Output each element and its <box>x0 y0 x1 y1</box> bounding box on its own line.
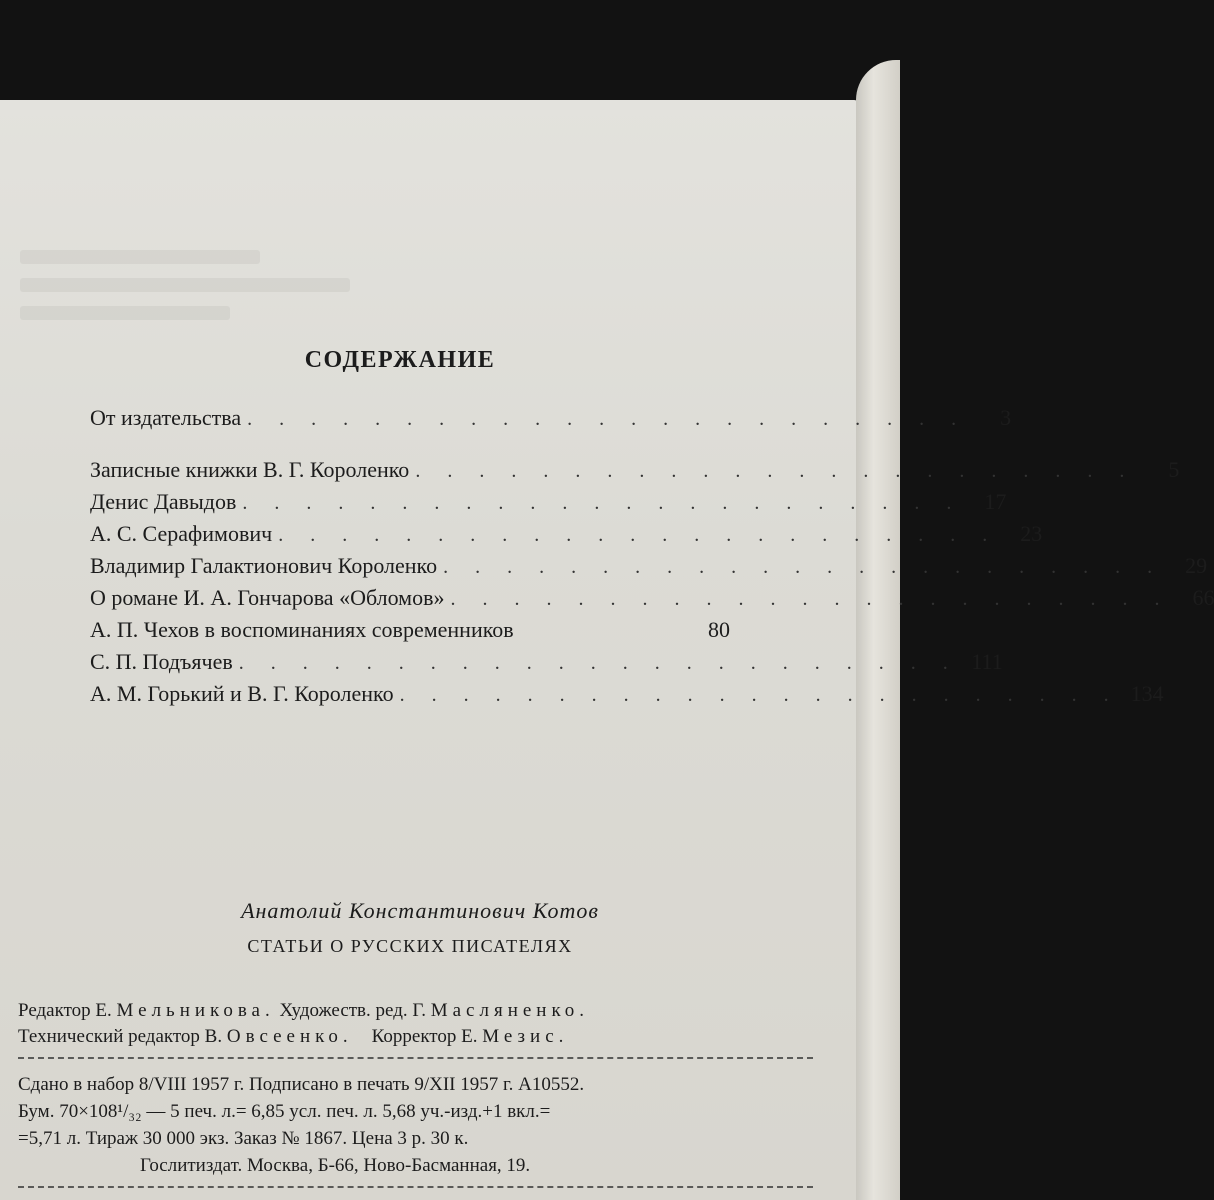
book-title: СТАТЬИ О РУССКИХ ПИСАТЕЛЯХ <box>247 936 573 956</box>
proofreader-name: Мезис. <box>482 1026 569 1047</box>
divider-rule <box>18 1057 813 1059</box>
editor-name: Мельникова. <box>116 1000 275 1021</box>
imprint-line: =5,71 л. Тираж 30 000 экз. Заказ № 1867. Цена 3 р. 30 к. <box>18 1128 469 1149</box>
toc-entry <box>90 681 1164 713</box>
toc-leader-dots: . . . . . . . . . . . . . . . . . . . . . . . <box>238 652 959 674</box>
toc-leader-dots: . . . . . . . . . . . . . . . . . . . . . . . <box>415 460 1136 482</box>
toc-leader-dots: . . . . . . . . . . . . . . . . . . . . . . . <box>450 588 1171 610</box>
table-of-contents <box>90 405 1214 713</box>
toc-entry-title: Денис Давыдов <box>90 489 237 514</box>
artist-name: Масляненко. <box>430 1000 589 1021</box>
toc-leader-dots: . . . . . . . . . . . . . . . . . . . . . . . <box>247 408 968 430</box>
toc-entry-title: С. П. Подъячев <box>90 649 233 674</box>
toc-leader-dots: . . . . . . . . . . . . . . . . . . . . . . . <box>399 684 1120 706</box>
toc-leader-dots: . . . . . . . . . . . . . . . . . . . . . . . <box>278 524 999 546</box>
artist-label: Художеств. ред. Г. <box>279 1000 426 1021</box>
toc-entry-page: 17 <box>984 489 1007 514</box>
imprint-line: Бум. 70×108¹/₃₂ — 5 печ. л.= 6,85 усл. печ. л. 5,68 уч.-изд.+1 вкл.= <box>18 1101 551 1122</box>
toc-entry-title: Владимир Галактионович Короленко <box>90 553 438 578</box>
toc-entry-title: А. М. Горький и В. Г. Короленко <box>90 681 394 706</box>
toc-leader-dots: . . . . . . . . . . . . . . . . . . . . . . . <box>443 556 1164 578</box>
toc-leader-dots: . . . . . . . . . . . . . . . . . . . . . . . <box>242 492 963 514</box>
toc-entry-page: 134 <box>1130 681 1164 706</box>
tech-editor-name: Овсеенко. <box>226 1026 353 1047</box>
divider-rule <box>18 1186 813 1188</box>
toc-entry-page: 23 <box>1020 521 1043 546</box>
toc-entry-title: О романе И. А. Гончарова «Обломов» <box>90 585 445 610</box>
bleed-through-text <box>20 306 230 320</box>
toc-entry <box>90 457 1180 489</box>
toc-entry <box>90 617 730 649</box>
bleed-through-text <box>20 250 260 264</box>
contents-heading: СОДЕРЖАНИЕ <box>304 347 496 373</box>
toc-entry-page: 3 <box>1000 405 1012 430</box>
imprint-line: Гослитиздат. Москва, Б-66, Ново-Басманная, 19. <box>140 1155 531 1176</box>
toc-entry-page: 111 <box>971 649 1003 674</box>
toc-entry <box>90 489 1007 521</box>
toc-entry <box>90 649 1003 681</box>
toc-entry-page: 80 <box>708 617 730 642</box>
toc-entry-page: 5 <box>1168 457 1180 482</box>
page-edge <box>856 60 900 1200</box>
author-name: Анатолий Константинович Котов <box>241 898 599 923</box>
toc-entry <box>90 585 1214 617</box>
tech-editor-label: Технический редактор В. <box>18 1026 223 1047</box>
editor-label: Редактор Е. <box>18 1000 112 1021</box>
toc-entry <box>90 405 1012 437</box>
credits-line-technical <box>18 1026 818 1048</box>
toc-entry <box>90 553 1208 585</box>
credits-line-editors <box>18 1000 818 1022</box>
imprint-line: Сдано в набор 8/VIII 1957 г. Подписано в печать 9/XII 1957 г. А10552. <box>18 1074 585 1095</box>
toc-entry-page: 66 <box>1192 585 1214 610</box>
proofreader-label: Корректор Е. <box>371 1026 478 1047</box>
toc-entry-title: От издательства <box>90 405 242 430</box>
bleed-through-text <box>20 278 350 292</box>
toc-entry-title: А. С. Серафимович <box>90 521 273 546</box>
toc-entry <box>90 521 1043 553</box>
toc-entry-title: А. П. Чехов в воспоминаниях современников <box>90 617 514 642</box>
toc-entry-page: 29 <box>1185 553 1208 578</box>
toc-entry-title: Записные книжки В. Г. Короленко <box>90 457 410 482</box>
